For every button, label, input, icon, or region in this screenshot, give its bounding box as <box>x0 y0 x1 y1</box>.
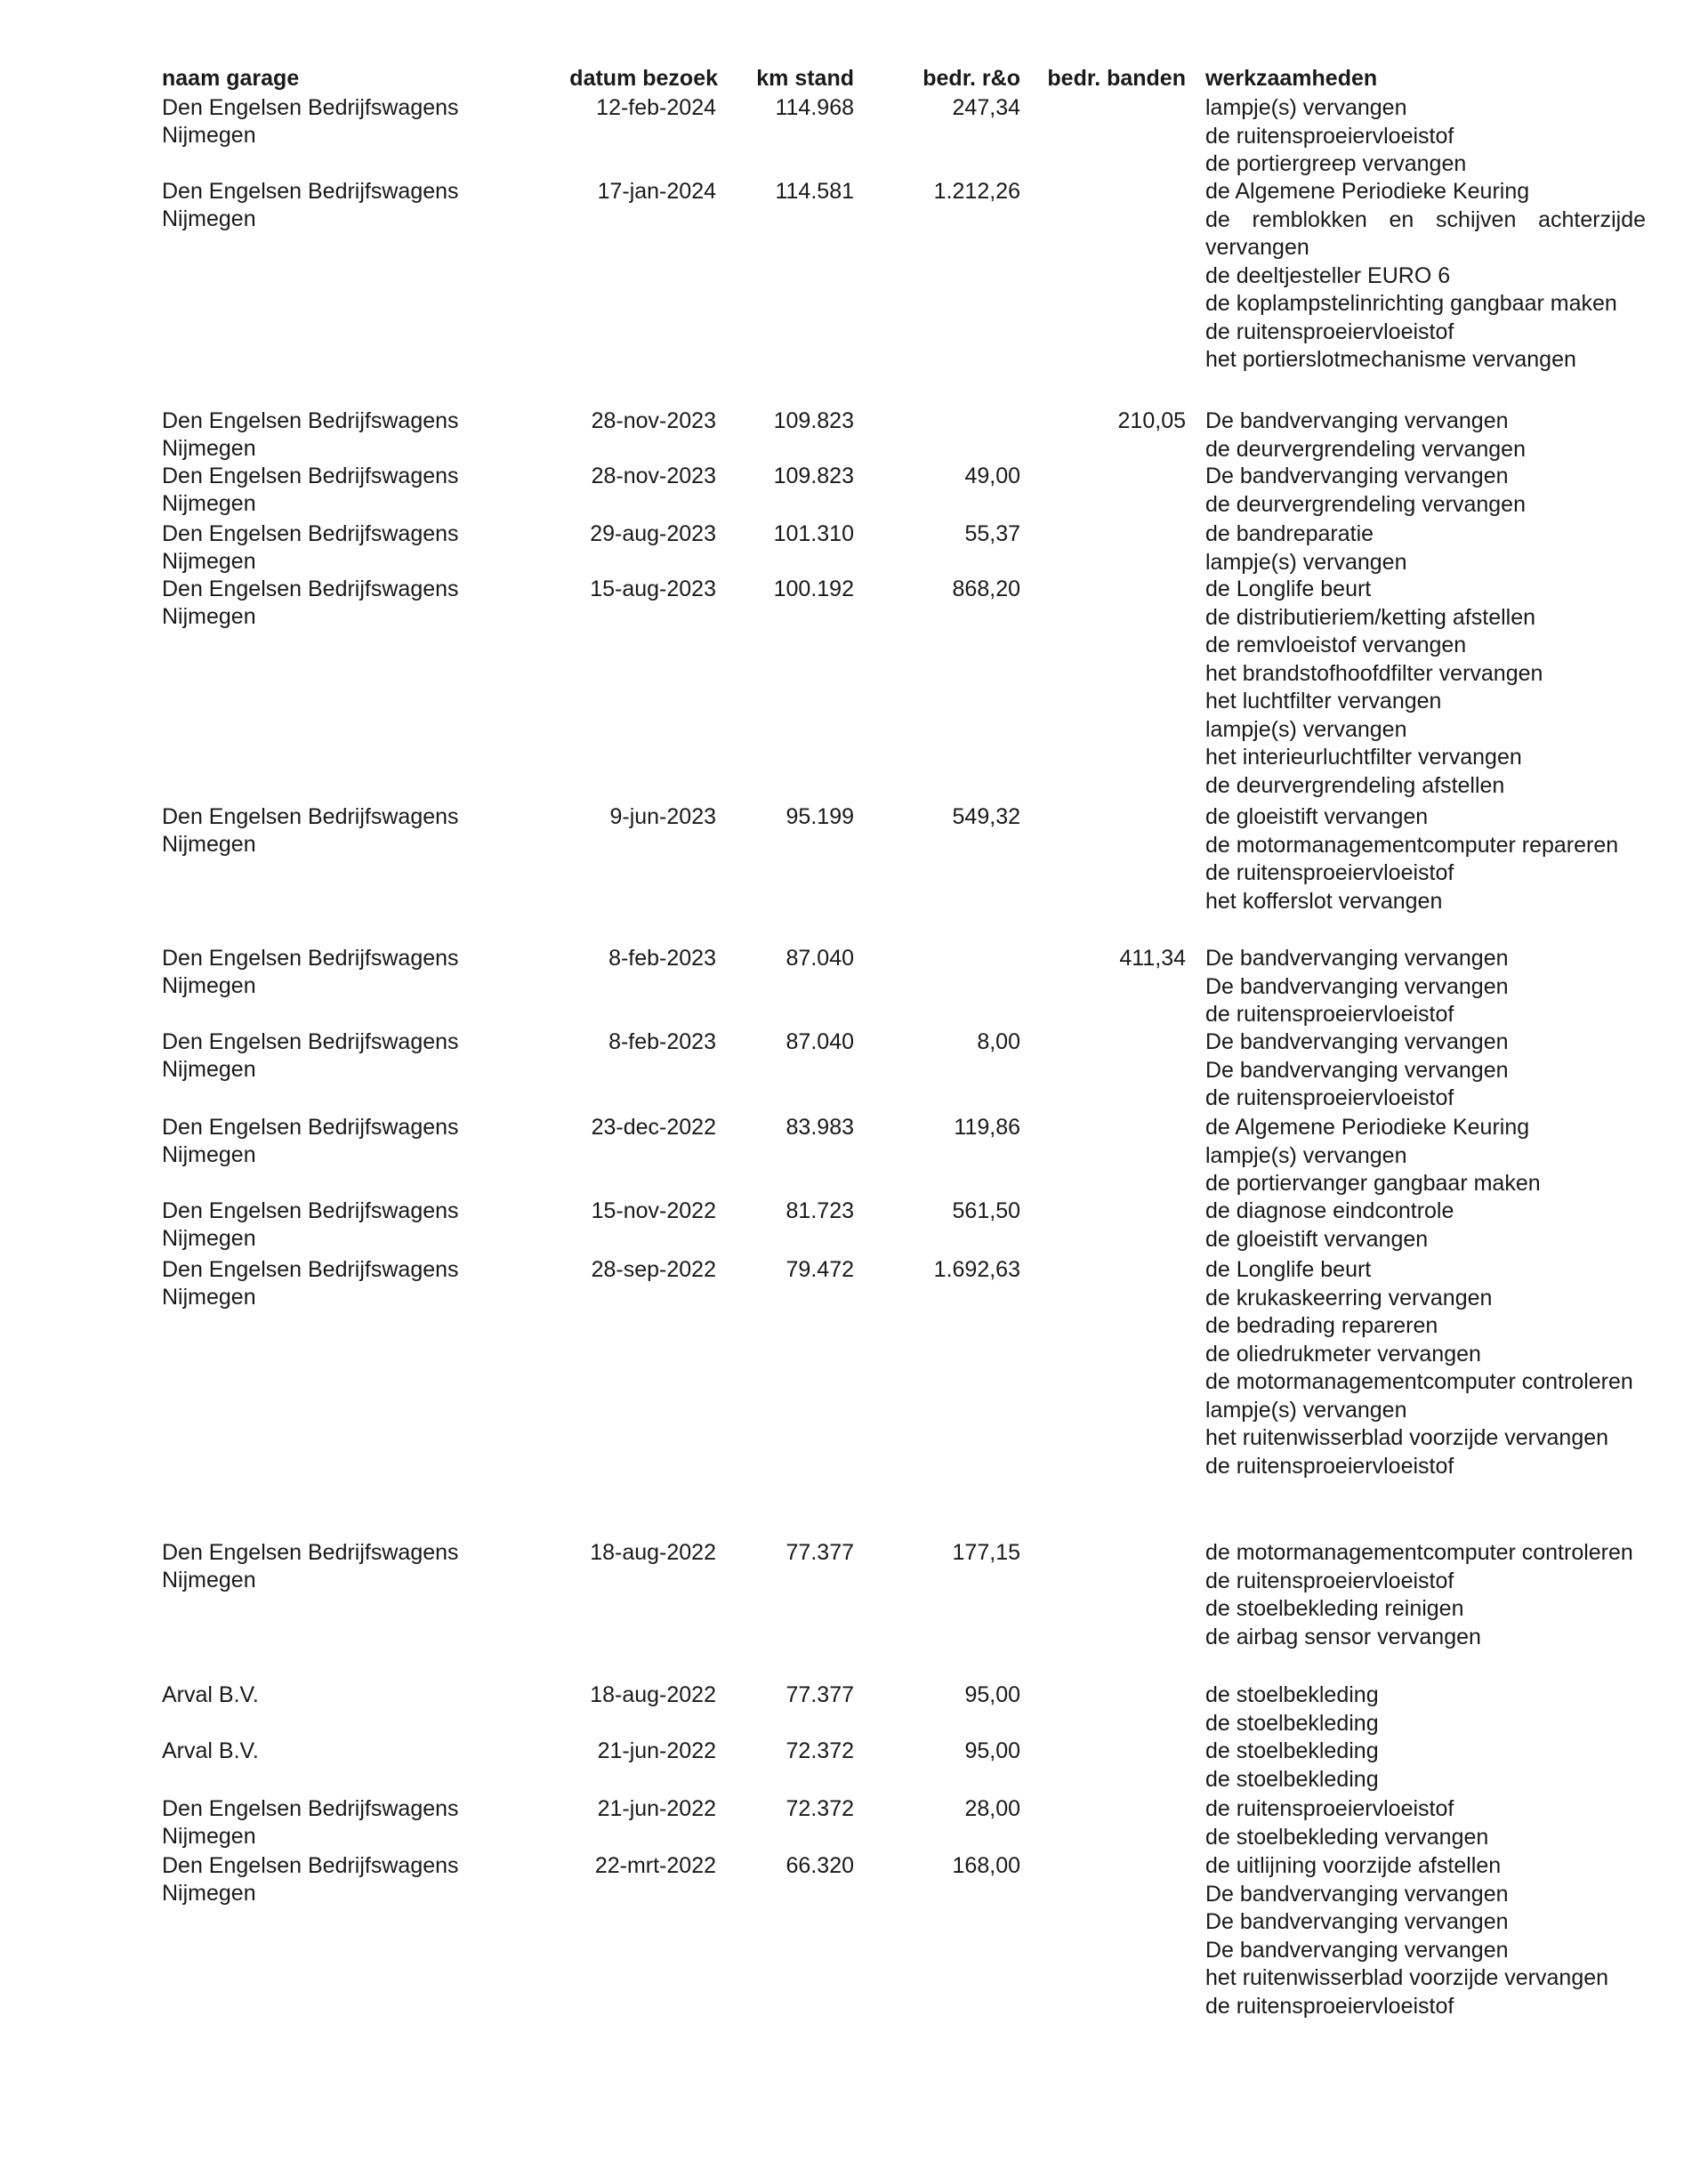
work-item: lampje(s) vervangen <box>1205 716 1407 742</box>
amount-tires: 411,34 <box>1119 946 1186 971</box>
work-item: de ruitensproeiervloeistof <box>1205 1568 1454 1593</box>
header-garage: naam garage <box>162 66 300 91</box>
work-item: de motormanagementcomputer controleren <box>1205 1369 1633 1394</box>
header-banden: bedr. banden <box>1047 66 1186 91</box>
visit-date: 21-jun-2022 <box>597 1738 716 1763</box>
work-item: De bandvervanging vervangen <box>1205 1881 1509 1907</box>
work-list <box>1205 1256 1646 1480</box>
work-list <box>1205 1795 1646 1851</box>
work-item: de deurvergrendeling vervangen <box>1205 436 1526 462</box>
work-item: de distributieriem/ketting afstellen <box>1205 604 1536 630</box>
work-item: de Longlife beurt <box>1205 577 1372 601</box>
km-reading: 95.199 <box>786 804 854 829</box>
work-item: de deeltjesteller EURO 6 <box>1205 262 1451 288</box>
garage-name: Den Engelsen Bedrijfswagens Nijmegen <box>162 1115 459 1167</box>
visit-date: 8-feb-2023 <box>608 1029 716 1054</box>
amount-ro: 1.692,63 <box>933 1257 1020 1282</box>
amount-ro: 1.212,26 <box>933 179 1020 204</box>
km-reading: 101.310 <box>773 521 854 546</box>
visit-date: 23-dec-2022 <box>591 1115 716 1140</box>
work-item: de stoelbekleding <box>1205 1710 1379 1736</box>
work-item: de airbag sensor vervangen <box>1205 1624 1481 1649</box>
work-item: De bandvervanging vervangen <box>1205 1909 1509 1934</box>
work-item: het interieurluchtfilter vervangen <box>1205 745 1522 770</box>
km-reading: 81.723 <box>786 1198 854 1223</box>
work-item: de stoelbekleding <box>1205 1682 1379 1707</box>
garage-name: Den Engelsen Bedrijfswagens Nijmegen <box>162 179 459 231</box>
work-list <box>1205 803 1646 915</box>
km-reading: 109.823 <box>773 464 854 488</box>
work-item: lampje(s) vervangen <box>1205 549 1407 575</box>
work-item: de stoelbekleding <box>1205 1766 1379 1792</box>
work-item: het ruitenwisserblad voorzijde vervangen <box>1205 1965 1609 1990</box>
km-reading: 114.968 <box>775 95 854 120</box>
work-item: de motormanagementcomputer repareren <box>1205 832 1619 858</box>
work-list <box>1205 178 1646 375</box>
visit-date: 28-sep-2022 <box>591 1257 716 1282</box>
amount-ro: 549,32 <box>952 804 1020 829</box>
garage-name: Den Engelsen Bedrijfswagens Nijmegen <box>162 521 459 574</box>
km-reading: 72.372 <box>786 1738 854 1763</box>
work-item: de ruitensproeiervloeistof <box>1205 1002 1454 1027</box>
work-item: de portiergreep vervangen <box>1205 151 1467 176</box>
work-list <box>1205 945 1646 1029</box>
work-item: de portiervanger gangbaar maken <box>1205 1171 1541 1196</box>
work-item: de Algemene Periodieke Keuring <box>1205 179 1530 204</box>
visit-date: 15-nov-2022 <box>591 1198 716 1223</box>
header-werk: werkzaamheden <box>1205 66 1378 91</box>
work-item: de Longlife beurt <box>1205 1257 1372 1282</box>
work-item: De bandvervanging vervangen <box>1205 1937 1509 1963</box>
km-reading: 77.377 <box>786 1540 854 1565</box>
work-item: de deurvergrendeling vervangen <box>1205 491 1526 517</box>
work-item: het kofferslot vervangen <box>1205 888 1443 914</box>
garage-name: Den Engelsen Bedrijfswagens Nijmegen <box>162 1540 459 1593</box>
work-item: de stoelbekleding reinigen <box>1205 1596 1464 1621</box>
work-item: de ruitensproeiervloeistof <box>1205 1453 1454 1479</box>
km-reading: 109.823 <box>773 408 854 433</box>
visit-date: 12-feb-2024 <box>596 95 716 120</box>
amount-ro: 49,00 <box>964 464 1020 488</box>
work-item: De bandvervanging vervangen <box>1205 946 1509 971</box>
header-ro: bedr. r&o <box>922 66 1020 91</box>
work-item: De bandvervanging vervangen <box>1205 1029 1509 1054</box>
km-reading: 79.472 <box>786 1257 854 1282</box>
visit-date: 28-nov-2023 <box>591 464 716 488</box>
garage-name: Den Engelsen Bedrijfswagens Nijmegen <box>162 464 459 516</box>
work-item: de oliedrukmeter vervangen <box>1205 1341 1481 1367</box>
garage-name: Den Engelsen Bedrijfswagens Nijmegen <box>162 1853 459 1906</box>
km-reading: 87.040 <box>786 1029 854 1054</box>
garage-name: Den Engelsen Bedrijfswagens Nijmegen <box>162 1257 459 1310</box>
work-item: het ruitenwisserblad voorzijde vervangen <box>1205 1425 1609 1450</box>
amount-ro: 95,00 <box>964 1738 1020 1763</box>
work-item: de ruitensproeiervloeistof <box>1205 1796 1454 1821</box>
km-reading: 100.192 <box>773 577 854 601</box>
work-item: de bandreparatie <box>1205 521 1374 546</box>
visit-date: 29-aug-2023 <box>590 521 716 546</box>
work-item: De bandvervanging vervangen <box>1205 408 1509 433</box>
work-item: lampje(s) vervangen <box>1205 95 1407 120</box>
work-item: de uitlijning voorzijde afstellen <box>1205 1853 1502 1878</box>
visit-date: 18-aug-2022 <box>590 1682 716 1707</box>
work-list <box>1205 94 1646 179</box>
work-item: De bandvervanging vervangen <box>1205 973 1509 999</box>
work-item: lampje(s) vervangen <box>1205 1397 1407 1423</box>
visit-date: 18-aug-2022 <box>590 1540 716 1565</box>
work-item: de deurvergrendeling afstellen <box>1205 772 1505 798</box>
work-list <box>1205 1539 1646 1651</box>
work-item: de remblokken en schijven achterzijde vervangen <box>1205 206 1646 260</box>
work-item: het luchtfilter vervangen <box>1205 689 1442 714</box>
work-item: de bedrading repareren <box>1205 1313 1438 1338</box>
km-reading: 83.983 <box>786 1115 854 1140</box>
work-item: de motormanagementcomputer controleren <box>1205 1540 1633 1565</box>
work-list <box>1205 1852 1646 2020</box>
work-item: de krukaskeerring vervangen <box>1205 1285 1493 1310</box>
km-reading: 77.377 <box>786 1682 854 1707</box>
work-item: de koplampstelinrichting gangbaar maken <box>1205 291 1617 316</box>
work-list <box>1205 1681 1646 1738</box>
visit-date: 17-jan-2024 <box>597 179 716 204</box>
amount-tires: 210,05 <box>1117 408 1186 433</box>
work-list <box>1205 1738 1646 1794</box>
work-item: de gloeistift vervangen <box>1205 1226 1429 1252</box>
amount-ro: 28,00 <box>964 1796 1020 1821</box>
work-item: de stoelbekleding <box>1205 1738 1379 1763</box>
work-list <box>1205 1197 1646 1254</box>
garage-name: Den Engelsen Bedrijfswagens Nijmegen <box>162 1198 459 1251</box>
amount-ro: 168,00 <box>952 1853 1020 1878</box>
garage-name: Den Engelsen Bedrijfswagens Nijmegen <box>162 577 459 629</box>
work-item: de remvloeistof vervangen <box>1205 633 1467 657</box>
header-datum: datum bezoek <box>569 66 718 91</box>
work-item: de ruitensproeiervloeistof <box>1205 123 1454 149</box>
work-item: De bandvervanging vervangen <box>1205 1057 1509 1083</box>
garage-name: Arval B.V. <box>162 1682 259 1707</box>
km-reading: 114.581 <box>775 179 854 204</box>
amount-ro: 95,00 <box>964 1682 1020 1707</box>
work-item: De bandvervanging vervangen <box>1205 464 1509 488</box>
work-item: de ruitensproeiervloeistof <box>1205 1085 1454 1110</box>
garage-name: Den Engelsen Bedrijfswagens Nijmegen <box>162 1029 459 1082</box>
visit-date: 9-jun-2023 <box>609 804 716 829</box>
garage-name: Den Engelsen Bedrijfswagens Nijmegen <box>162 95 459 148</box>
work-item: de ruitensproeiervloeistof <box>1205 319 1454 344</box>
header-km: km stand <box>756 66 854 91</box>
amount-ro: 561,50 <box>952 1198 1020 1223</box>
work-item: de stoelbekleding vervangen <box>1205 1824 1489 1850</box>
visit-date: 28-nov-2023 <box>591 408 716 433</box>
work-item: het brandstofhoofdfilter vervangen <box>1205 660 1543 686</box>
work-list <box>1205 520 1646 577</box>
km-reading: 66.320 <box>786 1853 854 1878</box>
km-reading: 72.372 <box>786 1796 854 1821</box>
work-list <box>1205 463 1646 519</box>
visit-date: 8-feb-2023 <box>608 946 716 971</box>
visit-date: 21-jun-2022 <box>597 1796 716 1821</box>
amount-ro: 119,86 <box>954 1115 1020 1140</box>
amount-ro: 177,15 <box>952 1540 1020 1565</box>
work-item: de gloeistift vervangen <box>1205 804 1429 829</box>
visit-date: 22-mrt-2022 <box>594 1853 716 1878</box>
work-item: de ruitensproeiervloeistof <box>1205 860 1454 885</box>
work-list <box>1205 576 1646 800</box>
garage-name: Den Engelsen Bedrijfswagens Nijmegen <box>162 408 459 461</box>
work-item: de diagnose eindcontrole <box>1205 1198 1454 1223</box>
work-item: lampje(s) vervangen <box>1205 1142 1407 1168</box>
work-item: de Algemene Periodieke Keuring <box>1205 1115 1530 1140</box>
work-item: het portierslotmechanisme vervangen <box>1205 347 1576 372</box>
amount-ro: 868,20 <box>952 577 1020 601</box>
work-list <box>1205 407 1646 464</box>
amount-ro: 247,34 <box>952 95 1020 120</box>
garage-name: Den Engelsen Bedrijfswagens Nijmegen <box>162 1796 459 1849</box>
work-list <box>1205 1028 1646 1113</box>
km-reading: 87.040 <box>786 946 854 971</box>
garage-name: Den Engelsen Bedrijfswagens Nijmegen <box>162 946 459 998</box>
garage-name: Den Engelsen Bedrijfswagens Nijmegen <box>162 804 459 857</box>
visit-date: 15-aug-2023 <box>590 577 716 601</box>
amount-ro: 8,00 <box>977 1029 1020 1054</box>
work-item: de ruitensproeiervloeistof <box>1205 1993 1454 2019</box>
garage-name: Arval B.V. <box>162 1738 259 1763</box>
amount-ro: 55,37 <box>964 521 1020 546</box>
work-list <box>1205 1114 1646 1198</box>
